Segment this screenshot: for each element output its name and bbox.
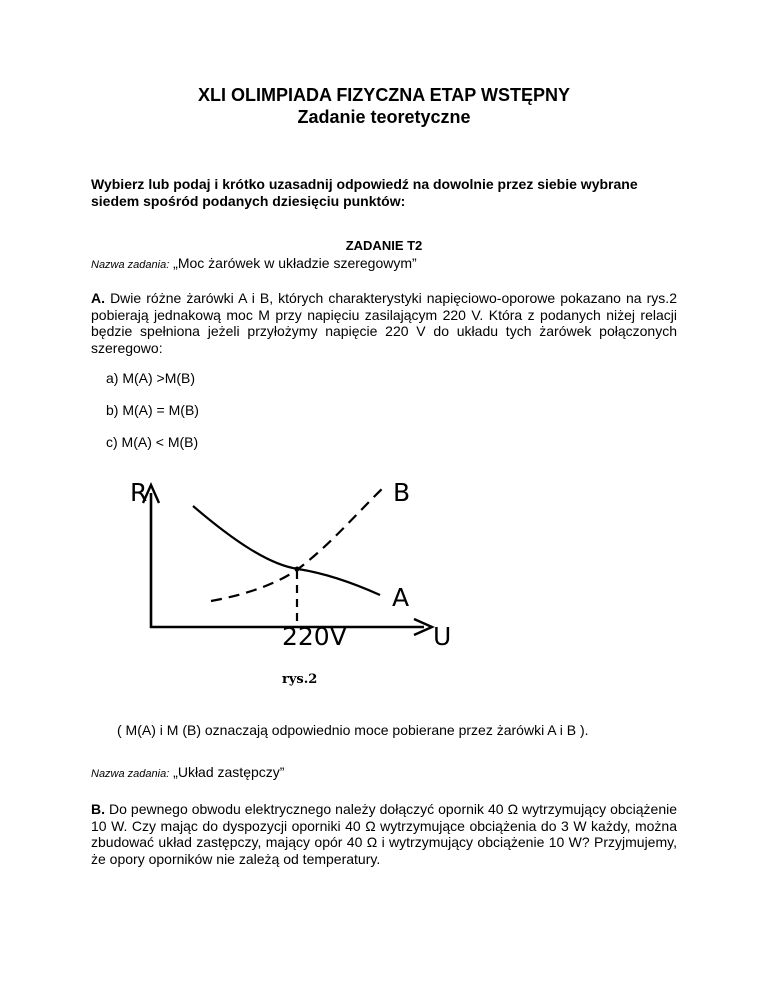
page-title: XLI OLIMPIADA FIZYCZNA ETAP WSTĘPNY — [197, 85, 570, 105]
voltage-marker-label: 220V — [282, 622, 347, 651]
task-name-line — [91, 255, 417, 274]
curve-b-label: B — [393, 478, 411, 507]
part-a-text — [91, 290, 677, 356]
option-a: a) M(A) >M(B) — [106, 370, 196, 386]
option-c: c) M(A) < M(B) — [106, 434, 199, 450]
page-subtitle: Zadanie teoretyczne — [297, 107, 471, 127]
task-heading: ZADANIE T2 — [345, 238, 423, 253]
curve-b — [211, 486, 385, 601]
task-name-label: Nazwa zadania: — [91, 259, 170, 271]
task2-name: „Układ zastępczy” — [173, 764, 285, 780]
option-b: b) M(A) = M(B) — [106, 402, 199, 418]
part-b-text — [91, 801, 677, 867]
y-axis-label: R — [130, 478, 148, 507]
task2-name-label: Nazwa zadania: — [91, 768, 170, 780]
intersection-point — [295, 567, 300, 572]
curve-a-label: A — [392, 583, 410, 612]
characteristics-diagram — [110, 470, 470, 700]
part-b-body: Do pewnego obwodu elektrycznego należy dołączyć opornik 40 Ω wytrzymujący obciążenie 10 W. Czy mając do dyspozycji oporniki 40 Ω wytrzymujące obciążenia do 3 W każdy, można zbudować układ zastępczy, mający opór 40 Ω i wytrzymujący obciążenie 10 W? Przyjmujemy, że opory oporników nie zależą od temperatury. — [91, 801, 678, 867]
task-name: „Moc żarówek w układzie szeregowym” — [173, 255, 417, 271]
x-axis-label: U — [433, 622, 452, 651]
figure-caption: rys.2 — [282, 672, 318, 687]
task2-name-line — [91, 764, 284, 783]
part-b-lead: B. — [91, 801, 105, 817]
part-a-body: Dwie różne żarówki A i B, których charakterystyki napięciowo-oporowe pokazano na rys.2 pobierają jednakową moc M przy napięciu zasilającym 220 V. Która z podanych niżej relacji będzie spełniona jeżeli przyłożymy napięcie 220 V do układu tych żarówek połączonych szeregowo: — [91, 290, 677, 356]
header — [0, 84, 768, 128]
figure-rys2 — [110, 470, 470, 700]
part-a-lead: A. — [91, 290, 105, 306]
instructions: Wybierz lub podaj i krótko uzasadnij odpowiedź na dowolnie przez siebie wybrane siedem spośród podanych dziesięciu punktów: — [91, 176, 638, 209]
figure-note: ( M(A) i M (B) oznaczają odpowiednio moce pobierane przez żarówki A i B ). — [117, 722, 589, 738]
